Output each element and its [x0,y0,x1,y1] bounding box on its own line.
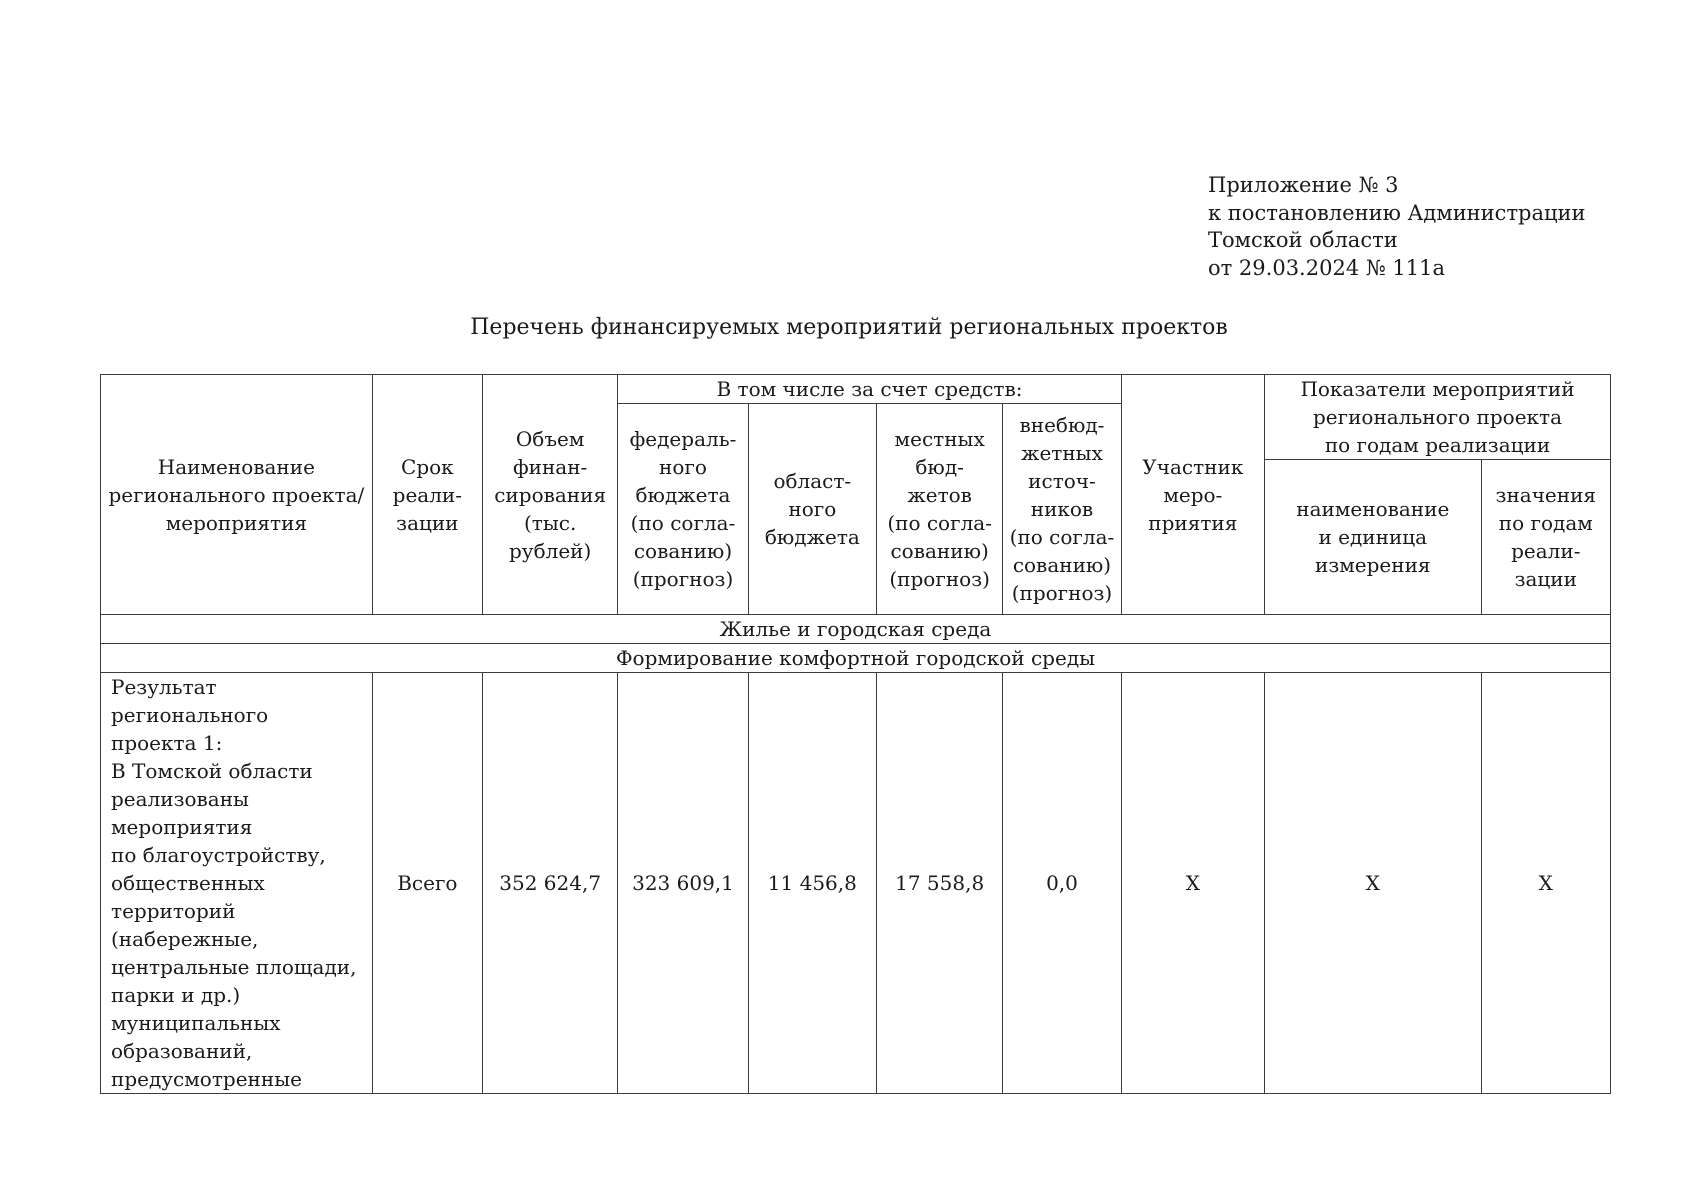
header-term: Срок реали- зации [372,375,482,615]
header-volume: Объем финан- сирования (тыс. рублей) [482,375,617,615]
section-row-1: Жилье и городская среда [101,615,1611,644]
header-name: Наименование регионального проекта/ мероприятия [101,375,373,615]
header-indicator-values: значения по годам реали- зации [1481,460,1610,615]
document-title: Перечень финансируемых мероприятий региональных проектов [470,315,1228,340]
header-local: местных бюд- жетов (по согла- сованию) (прогноз) [876,404,1002,615]
row-term: Всего [372,673,482,1094]
row-extrabudget: 0,0 [1003,673,1121,1094]
annex-line-4: от 29.03.2024 № 111а [1208,255,1445,280]
header-extrabudget: внебюд- жетных источ- ников (по согла- сованию) (прогноз) [1003,404,1121,615]
row-participant: Х [1121,673,1264,1094]
row-federal: 323 609,1 [618,673,748,1094]
financing-table [100,374,1611,1094]
row-regional: 11 456,8 [748,673,876,1094]
row-name: Результат регионального проекта 1: В Томской области реализованы мероприятия по благоустройству, общественных территорий (набережные, центральные площади, парки и др.) муниципальных образований, предусмотренные [101,673,373,1094]
row-volume: 352 624,7 [482,673,617,1094]
row-local: 17 558,8 [876,673,1002,1094]
annex-block [1208,172,1586,282]
row-indicator-values: Х [1481,673,1610,1094]
annex-line-1: Приложение № 3 [1208,173,1399,197]
section-row-2: Формирование комфортной городской среды [101,644,1611,673]
annex-line-2: к постановлению Администрации [1208,200,1586,225]
header-including: В том числе за счет средств: [618,375,1121,404]
header-federal: федераль- ного бюджета (по согла- сованию) (прогноз) [618,404,748,615]
row-indicator-name: Х [1265,673,1482,1094]
header-indicators: Показатели мероприятий регионального проекта по годам реализации [1265,375,1611,460]
header-regional: област- ного бюджета [748,404,876,615]
header-indicator-name: наименование и единица измерения [1265,460,1482,615]
annex-line-3: Томской области [1208,228,1398,252]
header-participant: Участник меро- приятия [1121,375,1264,615]
